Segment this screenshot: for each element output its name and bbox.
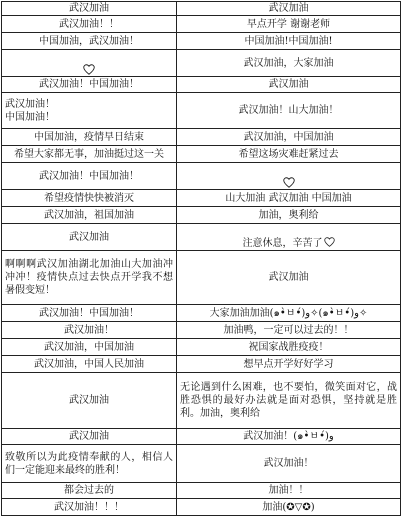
cell-left: 希望疫情快快被消灭 [2,190,177,207]
heart-outline-icon [83,64,95,75]
cell-right: 山大加油 武汉加油 中国加油 [177,190,401,207]
cell-left: 武汉加油 [2,224,177,251]
table-row [2,445,401,483]
cell-left: 武汉加油！中国加油！ [2,163,177,190]
table-row [2,77,401,93]
table-row [2,429,401,445]
message-table [1,1,401,516]
cell-left: 致敬所以为此疫情奉献的人，相信人们一定能迎来最终的胜利！ [2,445,177,483]
table-row [2,224,401,251]
cell-right: 希望这场灾难赶紧过去 [177,146,401,163]
table-row [2,50,401,77]
cell-right: 武汉加油，大家加油 [177,50,401,77]
table-row [2,499,401,516]
table-row [2,146,401,163]
cell-right: 无论遇到什么困难，也不要怕，微笑面对它，战胜恐惧的最好办法就是面对恐惧，坚持就是胜利。加油，奥利给 [177,373,401,429]
table-row [2,251,401,305]
table-row [2,339,401,356]
cell-right [177,224,401,251]
table-row [2,373,401,429]
cell-right [177,163,401,190]
table-row [2,163,401,190]
cell-right-text: 注意休息，辛苦了 [242,238,323,249]
cell-right: 武汉加油 [177,251,401,305]
cell-left: 武汉加油，中国人民加油 [2,356,177,373]
cell-left: 都会过去的 [2,483,177,499]
cell-right: 大家加油加油(๑•̀ㅂ•́)و✧(๑•̀ㅂ•́)و✧ [177,305,401,322]
table-row [2,483,401,499]
cell-right: 中国加油!中国加油! [177,33,401,50]
cell-right: 加油(✪▽✪) [177,499,401,516]
cell-left [2,50,177,77]
cell-right: 武汉加油！(๑•̀ㅂ•́)و [177,429,401,445]
cell-left: 中国加油，武汉加油！ [2,33,177,50]
cell-left: 希望大家都无事，加油挺过这一关 [2,146,177,163]
cell-right: 武汉加油 [177,77,401,93]
cell-right: 武汉加油！ [177,445,401,483]
heart-outline-icon [283,177,295,188]
cell-right: 武汉加油！山大加油！ [177,93,401,129]
table-row [2,305,401,322]
cell-left: 武汉加油 [2,373,177,429]
cell-right: 早点开学 谢谢老师 [177,16,401,33]
table-row [2,33,401,50]
cell-right: 武汉加油 [177,2,401,16]
cell-left: 中国加油，疫情早日结束 [2,129,177,146]
heart-outline-icon [324,237,335,247]
cell-left: 武汉加油 [2,429,177,445]
cell-right: 加油鸭，一定可以过去的！！ [177,322,401,339]
table-row [2,2,401,16]
cell-left: 武汉加油，中国加油 [2,339,177,356]
table-row [2,93,401,129]
table-row [2,207,401,224]
table-row [2,190,401,207]
cell-right: 祝国家战胜疫疫！ [177,339,401,356]
cell-right: 加油！！ [177,483,401,499]
cell-left: 武汉加油！ 中国加油！ [2,93,177,129]
cell-right: 想早点开学好好学习 [177,356,401,373]
cell-right: 加油，奥利给 [177,207,401,224]
cell-left: 武汉加油！ [2,322,177,339]
cell-left: 武汉加油！！！ [2,499,177,516]
table-row [2,322,401,339]
cell-left: 武汉加油，祖国加油 [2,207,177,224]
cell-left: 啊啊啊武汉加油湖北加油山大加油冲冲冲！疫情快点过去快点开学我不想暑假变短！ [2,251,177,305]
cell-right: 武汉加油，中国加油 [177,129,401,146]
cell-left: 武汉加油 [2,2,177,16]
table-row [2,129,401,146]
cell-left: 武汉加油！！ [2,16,177,33]
cell-left: 武汉加油！中国加油！ [2,305,177,322]
cell-left: 武汉加油！中国加油！ [2,77,177,93]
table-row [2,356,401,373]
table-row [2,16,401,33]
